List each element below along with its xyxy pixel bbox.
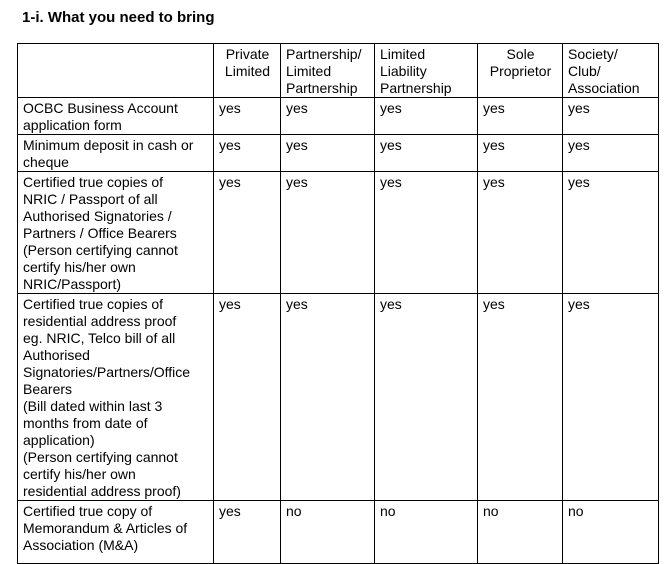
table-cell: yes — [375, 294, 478, 501]
table-cell: yes — [478, 172, 563, 294]
table-cell: yes — [214, 135, 281, 172]
table-row — [18, 98, 659, 135]
header-cell-sole-proprietor: Sole Proprietor — [478, 44, 563, 98]
table-cell: yes — [214, 294, 281, 501]
table-cell: yes — [281, 98, 375, 135]
table-cell: no — [375, 501, 478, 564]
table-cell: yes — [375, 98, 478, 135]
header-cell-llp: Limited Liability Partnership — [375, 44, 478, 98]
table-row — [18, 135, 659, 172]
table-cell: yes — [375, 135, 478, 172]
row-item-label: Certified true copy of Memorandum & Articles of Association (M&A) — [18, 501, 214, 564]
header-cell-blank — [18, 44, 214, 98]
table-cell: no — [281, 501, 375, 564]
row-item-label: Certified true copies of NRIC / Passport of all Authorised Signatories / Partners / Office Bearers (Person certifying cannot certify his/her own NRIC/Passport) — [18, 172, 214, 294]
section-heading: 1-i. What you need to bring — [22, 9, 215, 26]
table-cell: yes — [281, 172, 375, 294]
header-row — [18, 44, 659, 98]
row-item-label: Minimum deposit in cash or cheque — [18, 135, 214, 172]
table-cell: yes — [214, 98, 281, 135]
table-cell: yes — [478, 294, 563, 501]
table-cell: yes — [563, 135, 659, 172]
table-cell: yes — [563, 172, 659, 294]
table-row — [18, 172, 659, 294]
table-cell: yes — [563, 294, 659, 501]
table-row — [18, 294, 659, 501]
header-cell-private-limited: Private Limited — [214, 44, 281, 98]
header-cell-society: Society/ Club/ Association — [563, 44, 659, 98]
table-cell: yes — [563, 98, 659, 135]
row-item-label: OCBC Business Account application form — [18, 98, 214, 135]
table-cell: yes — [478, 135, 563, 172]
header-cell-partnership: Partnership/ Limited Partnership — [281, 44, 375, 98]
table-cell: yes — [281, 294, 375, 501]
requirements-table — [17, 43, 659, 564]
table-cell: yes — [214, 172, 281, 294]
table-cell: yes — [281, 135, 375, 172]
table-cell: no — [563, 501, 659, 564]
table-cell: no — [478, 501, 563, 564]
table-cell: yes — [375, 172, 478, 294]
table-cell: yes — [214, 501, 281, 564]
table-cell: yes — [478, 98, 563, 135]
row-item-label: Certified true copies of residential address proof eg. NRIC, Telco bill of all Authorised Signatories/Partners/Office Bearers (Bill dated within last 3 months from date of application) (Person certifying cannot certify his/her own residential address proof) — [18, 294, 214, 501]
table-row — [18, 501, 659, 564]
